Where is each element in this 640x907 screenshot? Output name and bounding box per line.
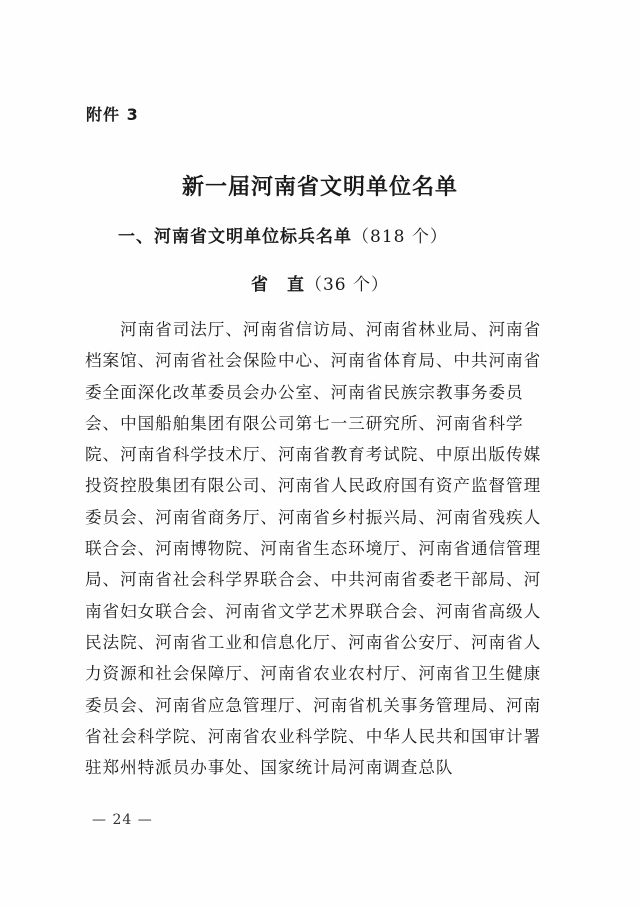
paragraph-line: 联合会、河南博物院、河南省生态环境厅、河南省通信管理	[85, 539, 542, 559]
paragraph-line: 河南省司法厅、河南省信访局、河南省林业局、河南省	[85, 320, 542, 339]
paragraph-line: 委员会、河南省应急管理厅、河南省机关事务管理局、河南	[85, 695, 542, 715]
subsection-heading-label: 省 直	[250, 275, 305, 295]
paragraph-line: 驻郑州特派员办事处、国家统计局河南调查总队	[85, 758, 454, 778]
paragraph-line: 投资控股集团有限公司、河南省人民政府国有资产监督管理	[85, 476, 542, 496]
subsection-heading-count: （36 个）	[304, 275, 390, 295]
paragraph-line: 会、中国船舶集团有限公司第七一三研究所、河南省科学	[85, 413, 524, 433]
document-title: 新一届河南省文明单位名单	[181, 174, 458, 200]
subsection-heading	[0, 270, 640, 295]
paragraph-line: 民法院、河南省工业和信息化厅、河南省公安厅、河南省人	[85, 632, 542, 652]
paragraph-line: 南省妇女联合会、河南省文学艺术界联合会、河南省高级人	[85, 601, 542, 621]
section-heading-label: 一、河南省文明单位标兵名单	[118, 227, 352, 247]
page-number: — 24 —	[92, 812, 153, 828]
section-heading-count: （818 个）	[352, 227, 448, 247]
section-heading	[118, 222, 448, 247]
paragraph-line: 力资源和社会保障厅、河南省农业农村厅、河南省卫生健康	[85, 664, 542, 684]
unit-list-paragraph	[85, 314, 563, 783]
attachment-label: 附件 3	[86, 105, 139, 124]
paragraph-line: 委全面深化改革委员会办公室、河南省民族宗教事务委员	[85, 382, 524, 402]
paragraph-line: 局、河南省社会科学界联合会、中共河南省委老干部局、河	[85, 570, 542, 590]
paragraph-line: 院、河南省科学技术厅、河南省教育考试院、中原出版传媒	[85, 445, 542, 465]
paragraph-line: 委员会、河南省商务厅、河南省乡村振兴局、河南省残疾人	[85, 507, 542, 527]
paragraph-line: 省社会科学院、河南省农业科学院、中华人民共和国审计署	[85, 726, 542, 746]
paragraph-line: 档案馆、河南省社会保险中心、河南省体育局、中共河南省	[85, 351, 542, 371]
